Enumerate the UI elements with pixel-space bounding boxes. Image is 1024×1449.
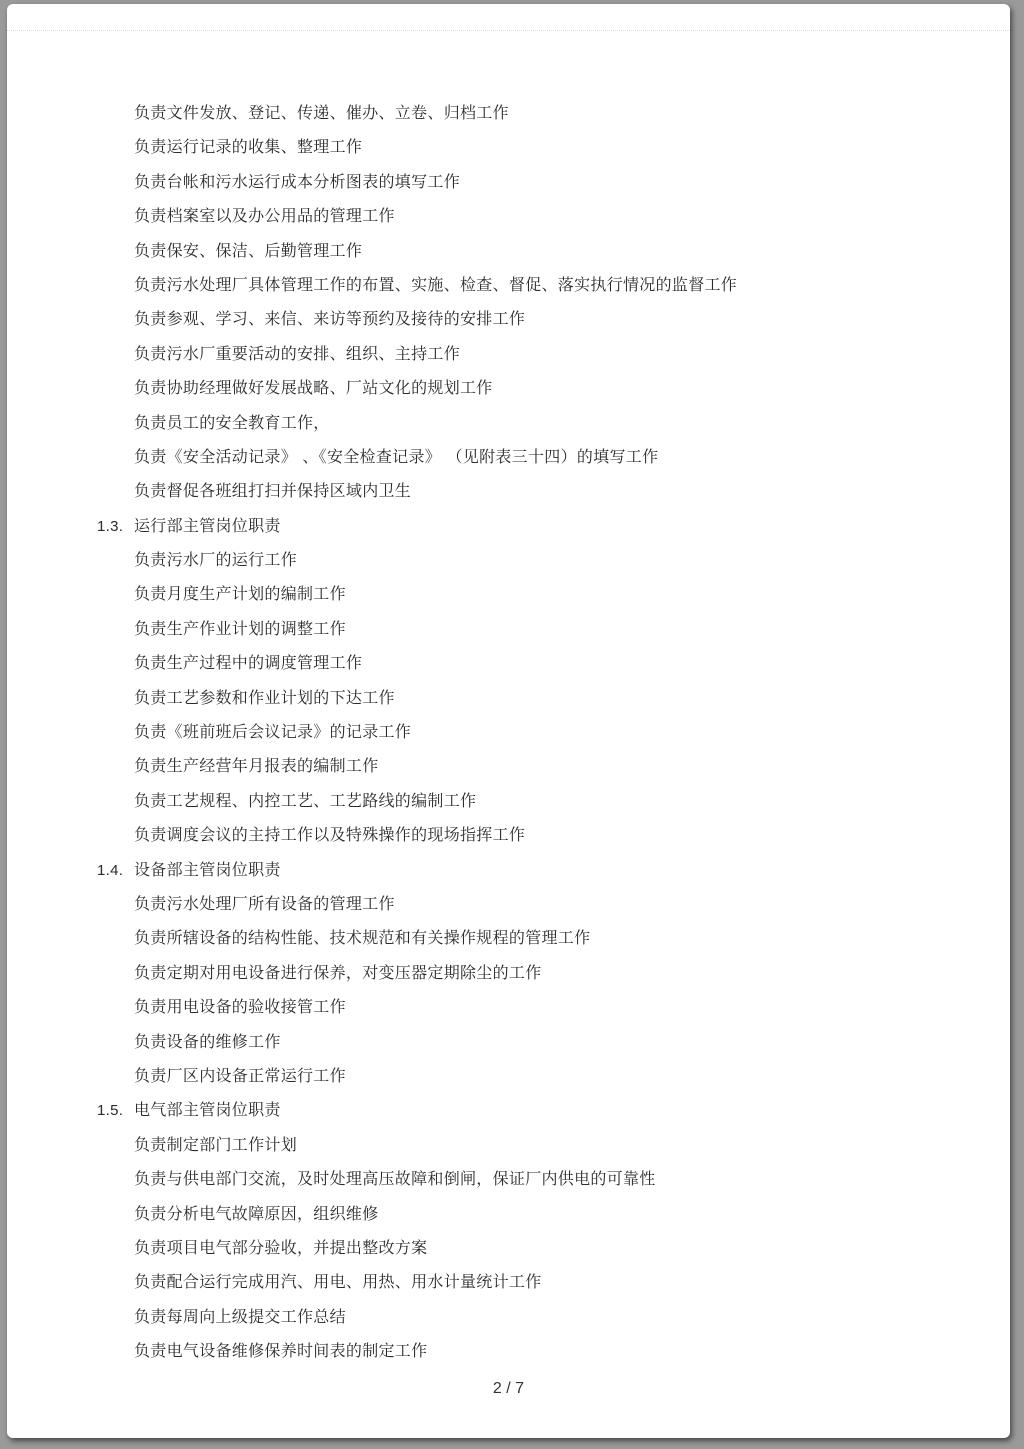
duty-item: 负责台帐和污水运行成本分析图表的填写工作	[134, 171, 461, 191]
section-heading	[7, 1093, 1010, 1127]
duty-item: 负责督促各班组打扫并保持区域内卫生	[134, 481, 412, 501]
duty-item: 负责所辖设备的结构性能、技术规范和有关操作规程的管理工作	[134, 928, 591, 948]
section-title: 运行部主管岗位职责	[134, 515, 281, 535]
duty-item: 负责《班前班后会议记录》的记录工作	[134, 722, 412, 742]
duty-item: 负责电气设备维修保养时间表的制定工作	[134, 1341, 428, 1361]
duty-item: 负责工艺参数和作业计划的下达工作	[134, 687, 395, 707]
duty-item: 负责每周向上级提交工作总结	[134, 1306, 346, 1326]
duty-item: 负责厂区内设备正常运行工作	[134, 1065, 346, 1085]
duty-item: 负责用电设备的验收接管工作	[134, 997, 346, 1017]
duty-item: 负责《安全活动记录》 、《安全检查记录》 （见附表三十四）的填写工作	[134, 446, 659, 466]
duty-item: 负责月度生产计划的编制工作	[134, 584, 346, 604]
duty-item: 负责分析电气故障原因，组织维修	[134, 1203, 379, 1223]
duty-item: 负责项目电气部分验收，并提出整改方案	[134, 1237, 428, 1257]
section-number: 1.5.	[97, 1102, 124, 1120]
document-page	[7, 4, 1010, 1438]
duty-item: 负责污水厂重要活动的安排、组织、主持工作	[134, 343, 461, 363]
duty-item: 负责保安、保洁、后勤管理工作	[134, 240, 363, 260]
header-rule	[7, 4, 1010, 31]
duty-item: 负责协助经理做好发展战略、厂站文化的规划工作	[134, 378, 493, 398]
duty-item: 负责生产过程中的调度管理工作	[134, 653, 363, 673]
duty-item: 负责污水处理厂具体管理工作的布置、实施、检查、督促、落实执行情况的监督工作	[134, 274, 738, 294]
section-number: 1.3.	[97, 517, 124, 535]
duty-item: 负责生产经营年月报表的编制工作	[134, 756, 379, 776]
duty-item: 负责参观、学习、来信、来访等预约及接待的安排工作	[134, 309, 526, 329]
duty-item: 负责员工的安全教育工作，	[134, 412, 330, 432]
duty-item: 负责工艺规程、内控工艺、工艺路线的编制工作	[134, 790, 477, 810]
duty-item: 负责文件发放、登记、传递、催办、立卷、归档工作	[134, 103, 509, 122]
section-number: 1.4.	[97, 861, 124, 879]
duty-item: 负责档案室以及办公用品的管理工作	[134, 206, 395, 226]
section-title: 设备部主管岗位职责	[134, 859, 281, 879]
section-heading	[7, 853, 1010, 887]
duty-item: 负责与供电部门交流，及时处理高压故障和倒闸，保证厂内供电的可靠性	[134, 1169, 656, 1189]
page-number: 2 / 7	[492, 1380, 525, 1397]
document-body	[7, 96, 1010, 1368]
duty-item: 负责调度会议的主持工作以及特殊操作的现场指挥工作	[134, 825, 526, 845]
section-heading	[7, 509, 1010, 543]
duty-item: 负责生产作业计划的调整工作	[134, 618, 346, 638]
duty-item: 负责配合运行完成用汽、用电、用热、用水计量统计工作	[134, 1272, 542, 1292]
duty-item: 负责设备的维修工作	[134, 1031, 281, 1051]
section-title: 电气部主管岗位职责	[134, 1100, 281, 1120]
duty-item: 负责污水厂的运行工作	[134, 550, 298, 570]
duty-item: 负责运行记录的收集、整理工作	[134, 137, 363, 157]
duty-item: 负责污水处理厂所有设备的管理工作	[134, 893, 395, 913]
duty-item: 负责定期对用电设备进行保养，对变压器定期除尘的工作	[134, 962, 542, 982]
duty-item: 负责制定部门工作计划	[134, 1134, 298, 1154]
